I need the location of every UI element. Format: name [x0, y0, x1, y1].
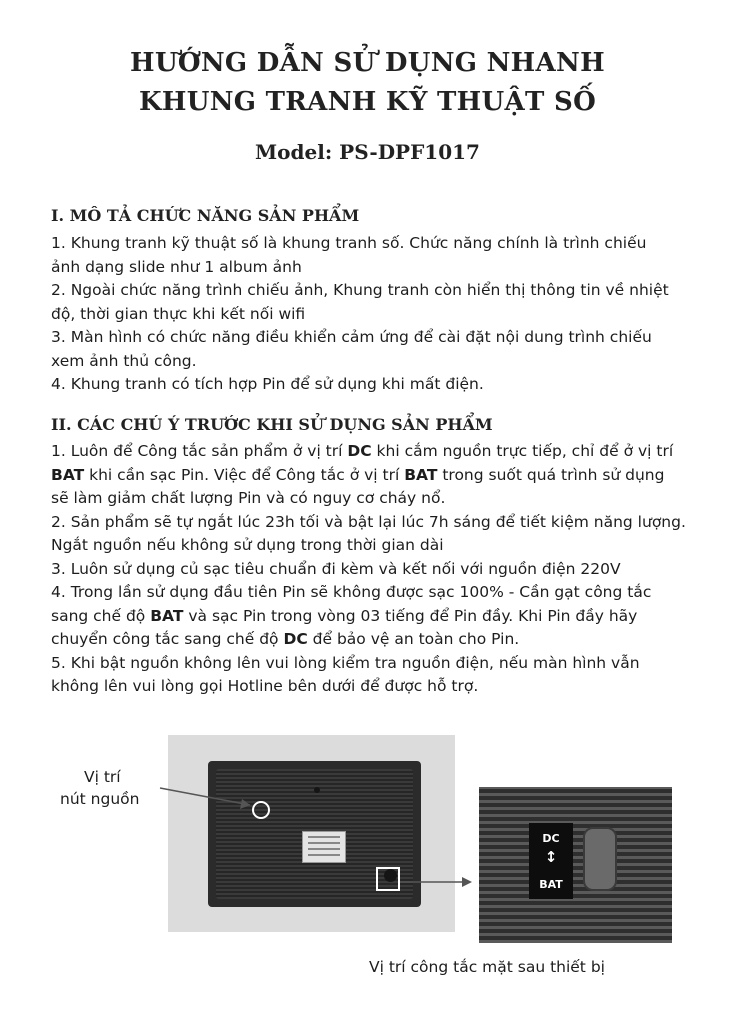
section-2-line: sang chế độ BAT và sạc Pin trong vòng 03 tiếng để Pin đầy. Khi Pin đầy hãy: [51, 606, 638, 625]
section-1-line: ảnh dạng slide như 1 album ảnh: [51, 257, 302, 276]
section-2-line: sẽ làm giảm chất lượng Pin và có nguy cơ cháy nổ.: [51, 489, 446, 507]
title-line-1: HƯỚNG DẪN SỬ DỤNG NHANH: [130, 48, 605, 78]
bat-bold: BAT: [150, 606, 184, 625]
section-2-line: 5. Khi bật nguồn không lên vui lòng kiểm tra nguồn điện, nếu màn hình vẫn: [51, 653, 640, 672]
section-2-line: 2. Sản phẩm sẽ tự ngắt lúc 23h tối và bật lại lúc 7h sáng để tiết kiệm năng lượng.: [51, 512, 686, 531]
bat-bold: BAT: [404, 465, 438, 484]
dc-bold: DC: [347, 442, 372, 460]
dc-label: DC: [542, 832, 560, 845]
section-2-line: BAT khi cần sạc Pin. Việc để Công tắc ở vị trí BAT trong suốt quá trình sử dụng: [51, 465, 665, 484]
switch-caption: Vị trí công tắc mặt sau thiết bị: [369, 958, 605, 976]
section-2-heading: II. CÁC CHÚ Ý TRƯỚC KHI SỬ DỤNG SẢN PHẨM: [51, 415, 493, 434]
section-2-line: 4. Trong lần sử dụng đầu tiên Pin sẽ không được sạc 100% - Cần gạt công tắc: [51, 583, 652, 601]
section-1-line: 3. Màn hình có chức năng điều khiển cảm ứng để cài đặt nội dung trình chiếu: [51, 328, 652, 346]
section-2-line: 1. Luôn để Công tắc sản phẩm ở vị trí DC khi cắm nguồn trực tiếp, chỉ để ở vị trí: [51, 442, 674, 460]
section-1-line: 4. Khung tranh có tích hợp Pin để sử dụng khi mất điện.: [51, 375, 484, 393]
bat-bold: BAT: [51, 465, 85, 484]
switch-pointer-arrowhead: [462, 877, 472, 887]
power-pointer-arrowhead: [240, 799, 250, 809]
section-2-line: chuyển công tắc sang chế độ DC để bảo vệ an toàn cho Pin.: [51, 630, 520, 648]
section-2-line: 3. Luôn sử dụng củ sạc tiêu chuẩn đi kèm và kết nối với nguồn điện 220V: [51, 559, 621, 578]
power-pointer-line: [160, 788, 250, 805]
power-label-line-1: Vị trí: [84, 768, 121, 786]
up-down-arrow-icon: ↕: [544, 848, 558, 866]
section-1-line: 2. Ngoài chức năng trình chiếu ảnh, Khung tranh còn hiển thị thông tin về nhiệt: [51, 281, 669, 299]
section-2-line: Ngắt nguồn nếu không sử dụng trong thời gian dài: [51, 536, 444, 554]
section-1-line: xem ảnh thủ công.: [51, 351, 197, 370]
section-1-line: 1. Khung tranh kỹ thuật số là khung tranh số. Chức năng chính là trình chiếu: [51, 234, 647, 252]
model-number: Model: PS-DPF1017: [255, 140, 480, 164]
section-1-line: độ, thời gian thực khi kết nối wifi: [51, 304, 306, 323]
bat-label: BAT: [539, 878, 563, 891]
dc-bold: DC: [283, 630, 308, 648]
title-line-2: KHUNG TRANH KỸ THUẬT SỐ: [138, 87, 597, 117]
section-1-heading: I. MÔ TẢ CHỨC NĂNG SẢN PHẨM: [51, 206, 360, 225]
power-label-line-2: nút nguồn: [60, 790, 140, 808]
section-2-line: không lên vui lòng gọi Hotline bên dưới để được hỗ trợ.: [51, 677, 479, 695]
